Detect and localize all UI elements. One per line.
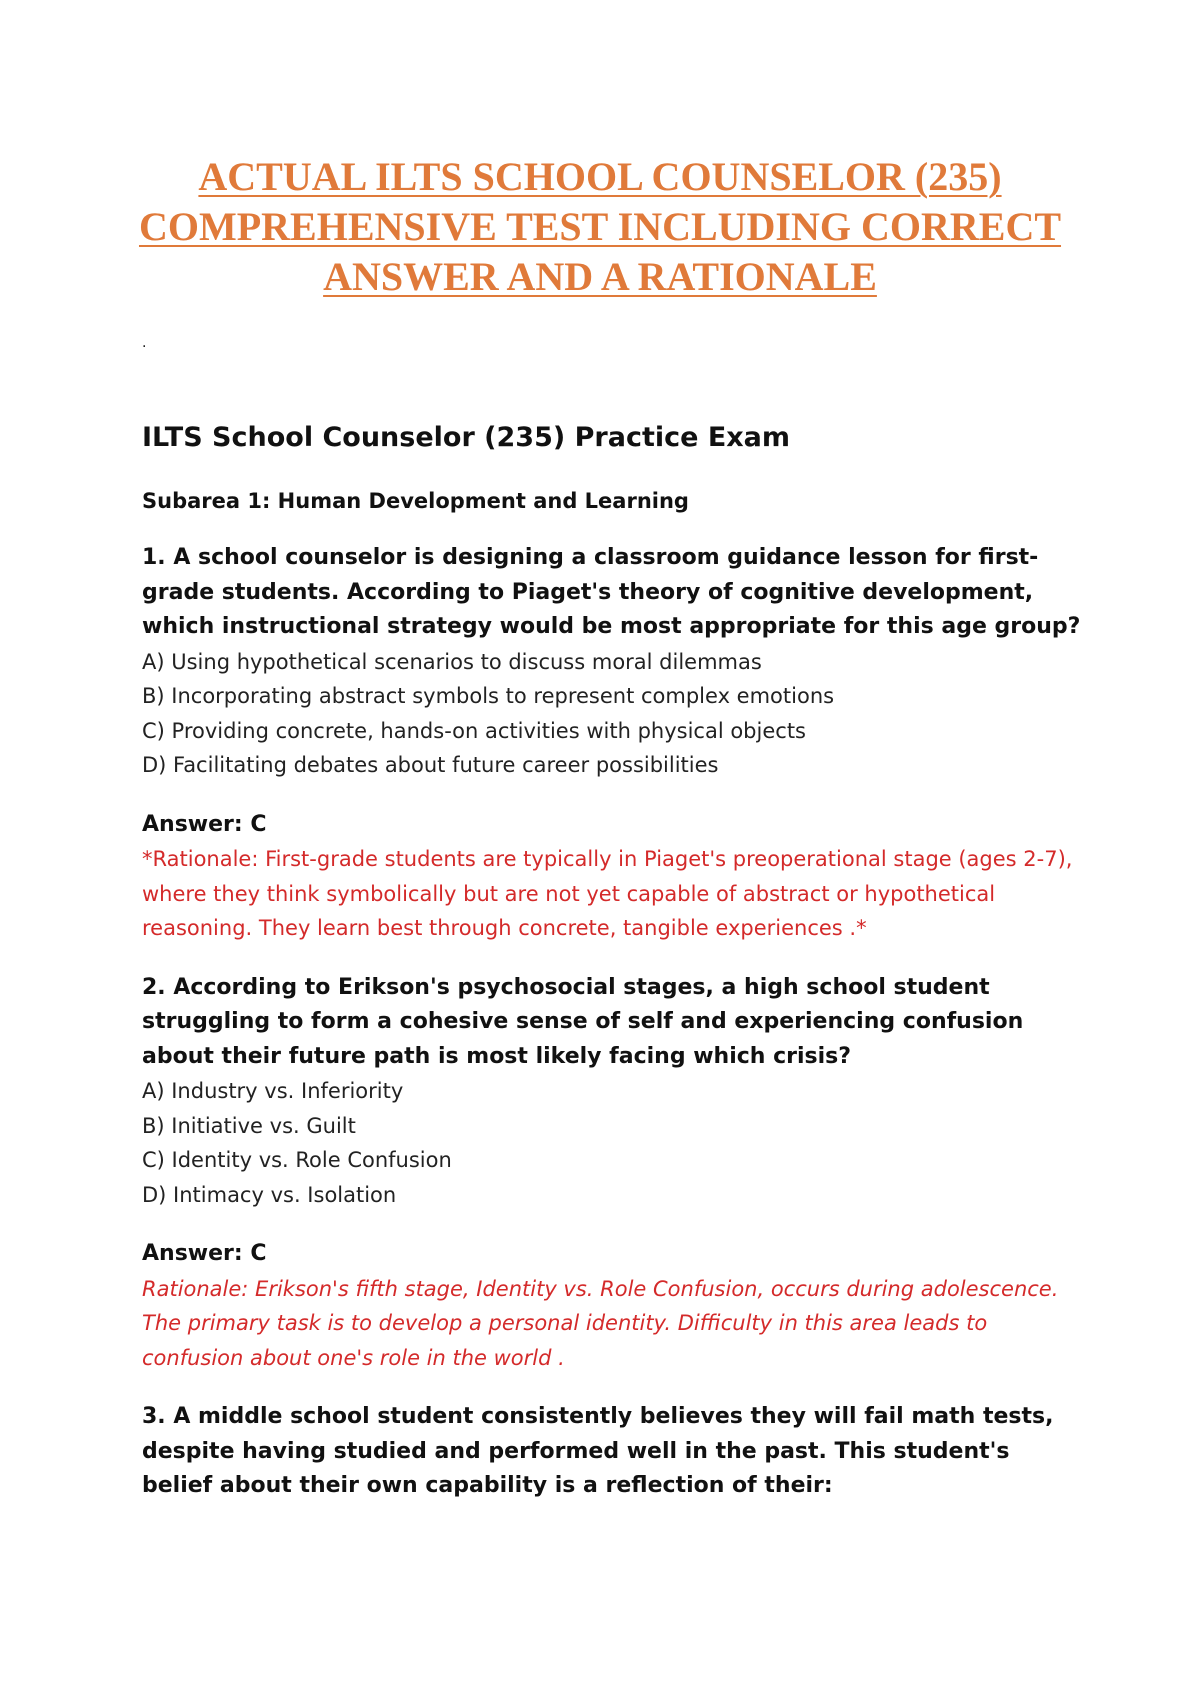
separator-dot: . (142, 335, 147, 351)
option-d: D) Intimacy vs. Isolation (142, 1182, 397, 1207)
option-b: B) Incorporating abstract symbols to represent complex emotions (142, 684, 835, 708)
question-block-3 (142, 1400, 1082, 1504)
answer-options (142, 645, 1082, 783)
answer-options (142, 1074, 1082, 1212)
option-c: C) Identity vs. Role Confusion (142, 1148, 452, 1172)
option-a: A) Industry vs. Inferiority (142, 1079, 404, 1103)
rationale-text: Rationale: Erikson's fifth stage, Identity vs. Role Confusion, occurs during adolescence. The primary task is to develop a personal identity. Difficulty in this area leads to confusion about one's role in the world . (142, 1276, 1059, 1370)
question-text: 2. According to Erikson's psychosocial stages, a high school student struggling to form a cohesive sense of self and experiencing confusion about their future path is most likely facing which crisis? (142, 974, 1024, 1069)
answer-label: Answer: C (142, 1241, 267, 1266)
document-title (120, 152, 1080, 302)
question-text: 1. A school counselor is designing a classroom guidance lesson for first-grade students. According to Piaget's theory of cognitive development, which instructional strategy would be most appropriate for this age group? (142, 545, 1081, 639)
title-line-3: ANSWER AND A RATIONALE (323, 254, 877, 299)
answer-label: Answer: C (142, 811, 267, 837)
title-line-1: ACTUAL ILTS SCHOOL COUNSELOR (235) (198, 154, 1002, 199)
title-line-2: COMPREHENSIVE TEST INCLUDING CORRECT (138, 204, 1062, 249)
option-c: C) Providing concrete, hands-on activities with physical objects (142, 718, 806, 743)
option-b: B) Initiative vs. Guilt (142, 1113, 356, 1138)
exam-content (142, 420, 1082, 1504)
option-d: D) Facilitating debates about future career possibilities (142, 753, 719, 777)
question-block-1 (142, 541, 1082, 946)
option-a: A) Using hypothetical scenarios to discuss moral dilemmas (142, 649, 762, 674)
question-block-2 (142, 971, 1082, 1376)
subarea-heading: Subarea 1: Human Development and Learning (142, 489, 689, 513)
exam-title: ILTS School Counselor (235) Practice Exam (142, 422, 791, 453)
rationale-text: *Rationale: First-grade students are typically in Piaget's preoperational stage (ages 2-7), where they think symbolically but are not yet capable of abstract or hypothetical reasoning. They learn best through concrete, tangible experiences .* (142, 847, 1073, 940)
question-text: 3. A middle school student consistently believes they will fail math tests, despite having studied and performed well in the past. This student's belief about their own capability is a reflection of their: (142, 1404, 1054, 1498)
